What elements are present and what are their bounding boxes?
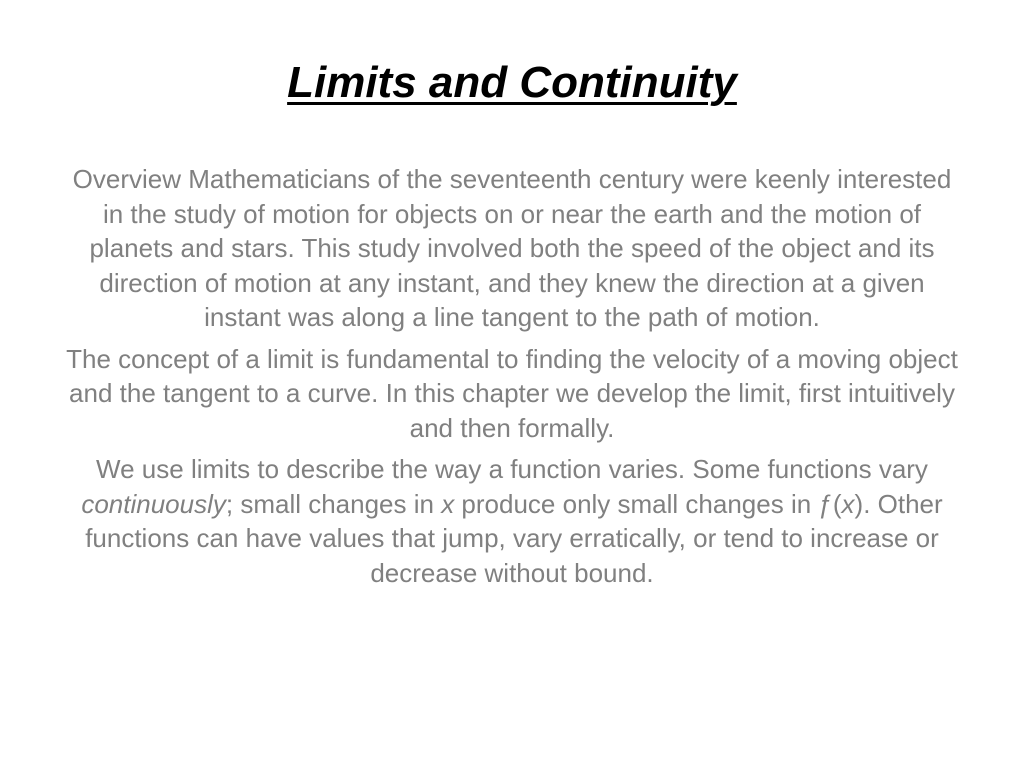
text-segment: ; small changes in [225, 488, 442, 519]
paragraph-limit-concept: The concept of a limit is fundamental to finding the velocity of a moving object and the tangent to a curve. In this chapter we develop the limit, first intuitively and then formally. [66, 343, 958, 443]
variable-x: x [441, 488, 455, 519]
text-segment: produce only small changes in ƒ( [454, 488, 842, 519]
paragraph-continuity [62, 452, 962, 590]
text-segment: ). Other functions can have values that jump, vary erratically, or tend to increase or decrease without bound. [85, 488, 943, 588]
slide-title: Limits and Continuity [287, 58, 737, 107]
slide-body [62, 162, 962, 597]
paragraph-overview: Overview Mathematicians of the seventeenth century were keenly interested in the study of motion for objects on or near the earth and the motion of planets and stars. This study involved both the speed of the object and its direction of motion at any instant, and they knew the direction at a given instant was along a line tangent to the path of motion. [72, 164, 952, 332]
emphasis-continuously: continuously [81, 488, 226, 519]
text-segment: We use limits to describe the way a function varies. Some functions vary [96, 454, 928, 484]
variable-x: x [841, 488, 855, 519]
